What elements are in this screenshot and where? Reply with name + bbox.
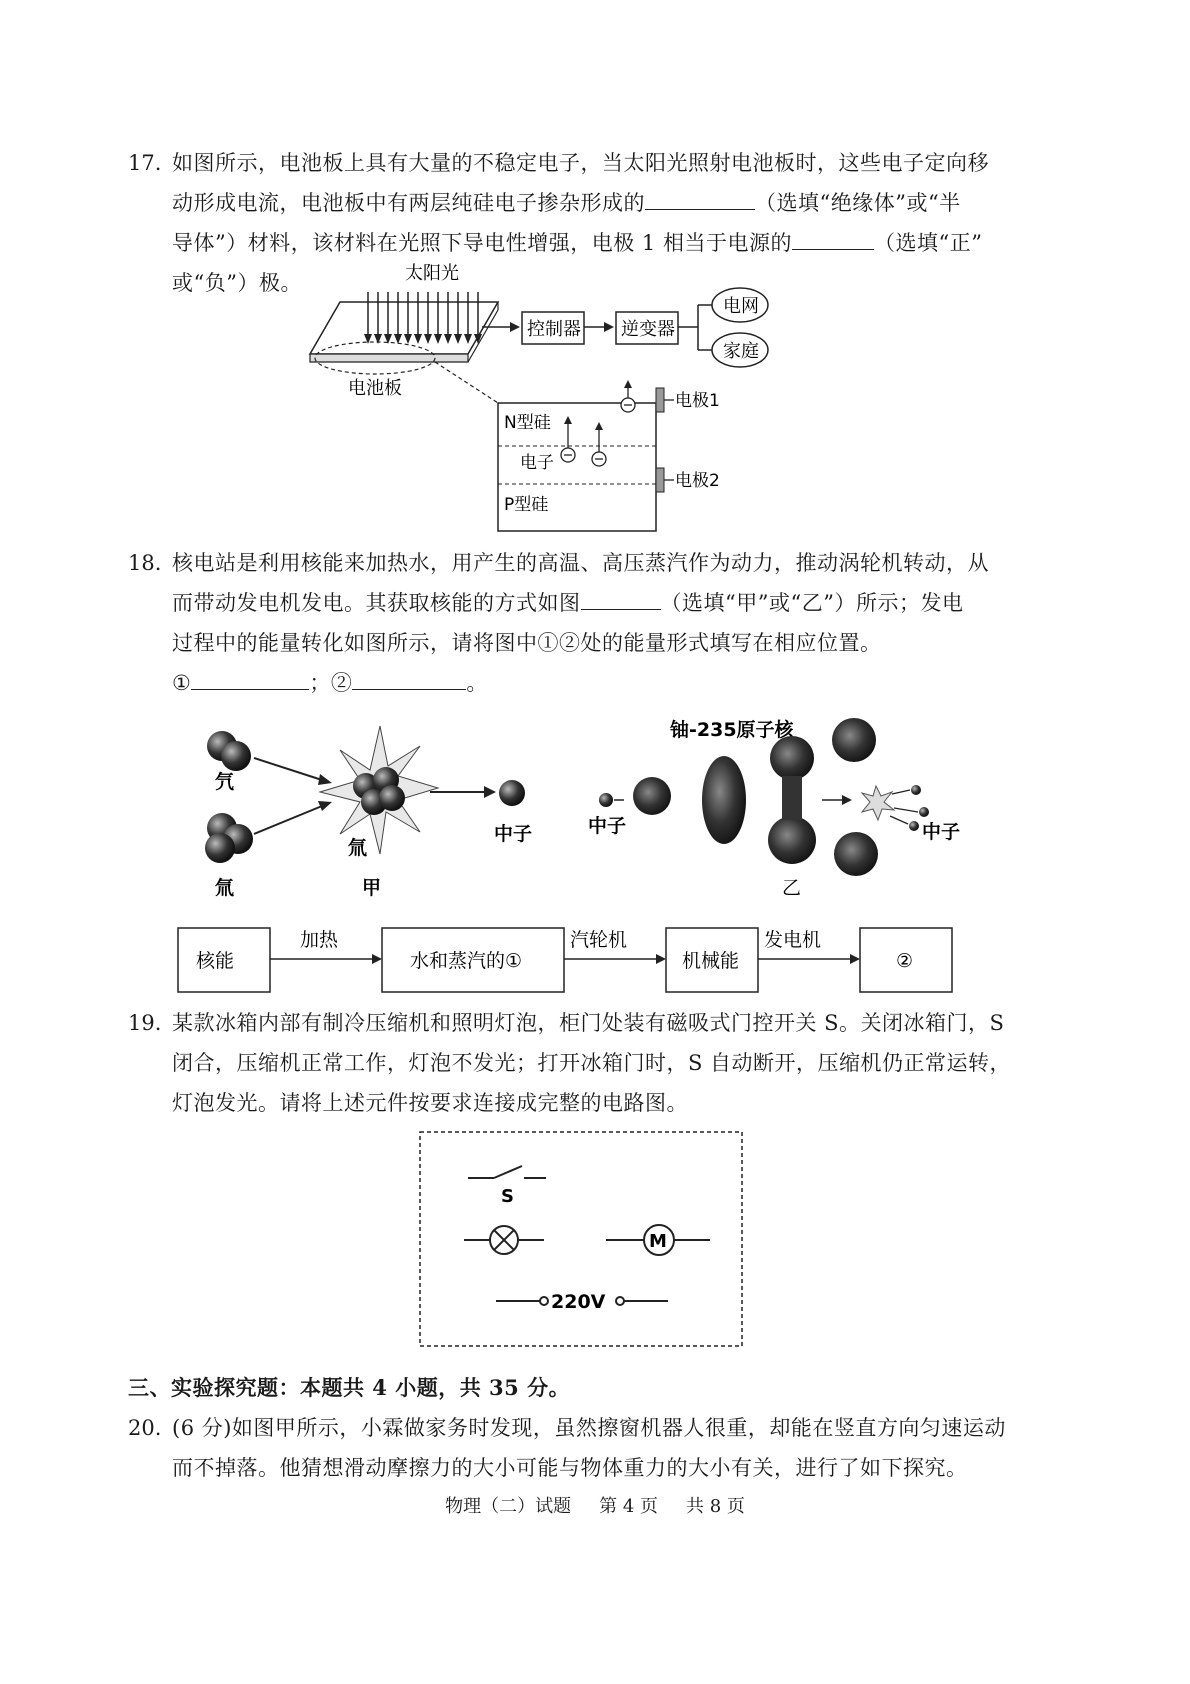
lamp-icon xyxy=(464,1226,544,1254)
electron-icon xyxy=(621,398,635,412)
neutron-particle xyxy=(499,780,525,806)
figure-label-yi: 乙 xyxy=(782,877,802,899)
page-footer xyxy=(0,1492,1190,1518)
electrode1-label: 电极1 xyxy=(675,391,720,411)
grid-label: 电网 xyxy=(723,296,759,317)
helium-label: 氚 xyxy=(348,837,368,859)
footer-title: 物理（二）试题 xyxy=(445,1496,572,1517)
circuit-components-box[interactable] xyxy=(418,1130,744,1348)
voltage-label: 220V xyxy=(551,1291,606,1313)
switch-s xyxy=(468,1166,546,1207)
p-silicon-label: P型硅 xyxy=(504,495,549,515)
q17-text-line xyxy=(172,228,982,258)
question-number: 19. xyxy=(128,1011,162,1035)
flow-generator-label: 发电机 xyxy=(764,929,822,951)
electron-icon xyxy=(592,452,606,466)
q19-text-line: 闭合，压缩机正常工作，灯泡不发光；打开冰箱门时，S 自动断开，压缩机仍正常运转， xyxy=(172,1051,1012,1075)
motor-label: M xyxy=(649,1231,667,1252)
power-supply xyxy=(496,1291,668,1313)
answer-blank[interactable] xyxy=(191,669,309,690)
answer-blank[interactable] xyxy=(792,229,874,250)
sentence-end: 。 xyxy=(466,671,488,695)
neutron-particle xyxy=(599,793,613,807)
figure-label-jia: 甲 xyxy=(362,877,382,899)
q18-answer-line xyxy=(172,668,488,698)
sunlight-label: 太阳光 xyxy=(405,263,459,284)
flow-nuclear-energy: 核能 xyxy=(196,950,235,972)
electron-label: 电子 xyxy=(520,453,554,473)
uranium-label: 铀-235原子核 xyxy=(670,719,794,741)
flow-heat-label: 加热 xyxy=(300,929,339,951)
electrode2-label: 电极2 xyxy=(675,471,720,491)
panel-label: 电池板 xyxy=(348,378,402,399)
q19-text-line: 某款冰箱内部有制冷压缩机和照明灯泡，柜门处装有磁吸式门控开关 S。关闭冰箱门，S xyxy=(172,1011,1005,1035)
q17-text: 动形成电流，电池板中有两层纯硅电子掺杂形成的 xyxy=(172,191,645,215)
question-number: 20. xyxy=(128,1416,162,1440)
q18-text-line: 过程中的能量转化如图所示，请将图中①②处的能量形式填写在相应位置。 xyxy=(172,631,882,655)
flow-water-steam: 水和蒸汽的① xyxy=(410,950,523,972)
flow-turbine-label: 汽轮机 xyxy=(570,929,628,951)
q17-text-line: 或“负”）极。 xyxy=(172,271,302,295)
uranium-nucleus xyxy=(633,777,671,815)
section-heading: 三、实验探究题：本题共 4 小题，共 35 分。 xyxy=(128,1375,571,1400)
q20-text-line: 而不掉落。他猜想滑动摩擦力的大小可能与物体重力的大小有关，进行了如下探究。 xyxy=(172,1456,968,1480)
fragment-nucleus xyxy=(832,718,876,762)
deuterium-label: 氕 xyxy=(215,771,235,793)
q18-text-line xyxy=(172,588,963,618)
neutron-out-label: 中子 xyxy=(922,821,961,843)
nuclear-reaction-diagram xyxy=(170,716,1000,1000)
q18-text-line: 核电站是利用核能来加热水，用产生的高温、高压蒸汽作为动力，推动涡轮机转动，从 xyxy=(172,551,989,575)
controller-label: 控制器 xyxy=(527,319,581,340)
footer-page: 第 4 页 xyxy=(599,1496,658,1517)
home-label: 家庭 xyxy=(723,341,759,362)
q18-text: 而带动发电机发电。其获取核能的方式如图 xyxy=(172,591,581,615)
answer-blank[interactable] xyxy=(645,189,755,210)
inverter-label: 逆变器 xyxy=(621,319,675,340)
q17-text-line: 如图所示，电池板上具有大量的不稳定电子，当太阳光照射电池板时，这些电子定向移 xyxy=(172,151,989,175)
electron-icon xyxy=(561,448,575,462)
q17-text: 导体”）材料，该材料在光照下导电性增强，电极 1 相当于电源的 xyxy=(172,231,792,255)
q17-text: （选填“绝缘体”或“半 xyxy=(755,191,961,215)
q19-text-line: 灯泡发光。请将上述元件按要求连接成完整的电路图。 xyxy=(172,1091,688,1115)
answer-blank[interactable] xyxy=(581,589,661,610)
circled-two: ② xyxy=(330,671,353,695)
q17-text: （选填“正” xyxy=(873,231,983,255)
footer-total: 共 8 页 xyxy=(686,1496,745,1517)
question-number: 17. xyxy=(128,151,162,175)
motor-icon xyxy=(606,1225,710,1255)
switch-label: S xyxy=(501,1186,514,1207)
uranium-nucleus-splitting xyxy=(768,736,816,864)
answer-blank[interactable] xyxy=(352,669,466,690)
circled-one: ① xyxy=(172,671,192,695)
explosion-icon xyxy=(862,786,894,820)
fragment-nucleus xyxy=(834,832,878,876)
neutron-in-label: 中子 xyxy=(588,815,627,837)
q18-text: （选填“甲”或“乙”）所示；发电 xyxy=(660,591,964,615)
q17-text-line xyxy=(172,188,961,218)
flow-mechanical-energy: 机械能 xyxy=(682,950,740,972)
deuterium-atom xyxy=(207,731,251,771)
flow-circled-two: ② xyxy=(896,950,914,972)
separator: ； xyxy=(309,671,331,695)
solar-panel-diagram xyxy=(300,262,840,534)
tritium-label: 氚 xyxy=(215,877,235,899)
neutron-label: 中子 xyxy=(494,823,533,845)
question-number: 18. xyxy=(128,551,162,575)
n-silicon-label: N型硅 xyxy=(504,413,551,433)
q20-text-line: (6 分)如图甲所示，小霖做家务时发现，虽然擦窗机器人很重，却能在竖直方向匀速运动 xyxy=(172,1416,1006,1440)
uranium-nucleus-deformed xyxy=(702,756,746,844)
tritium-atom xyxy=(205,813,253,863)
